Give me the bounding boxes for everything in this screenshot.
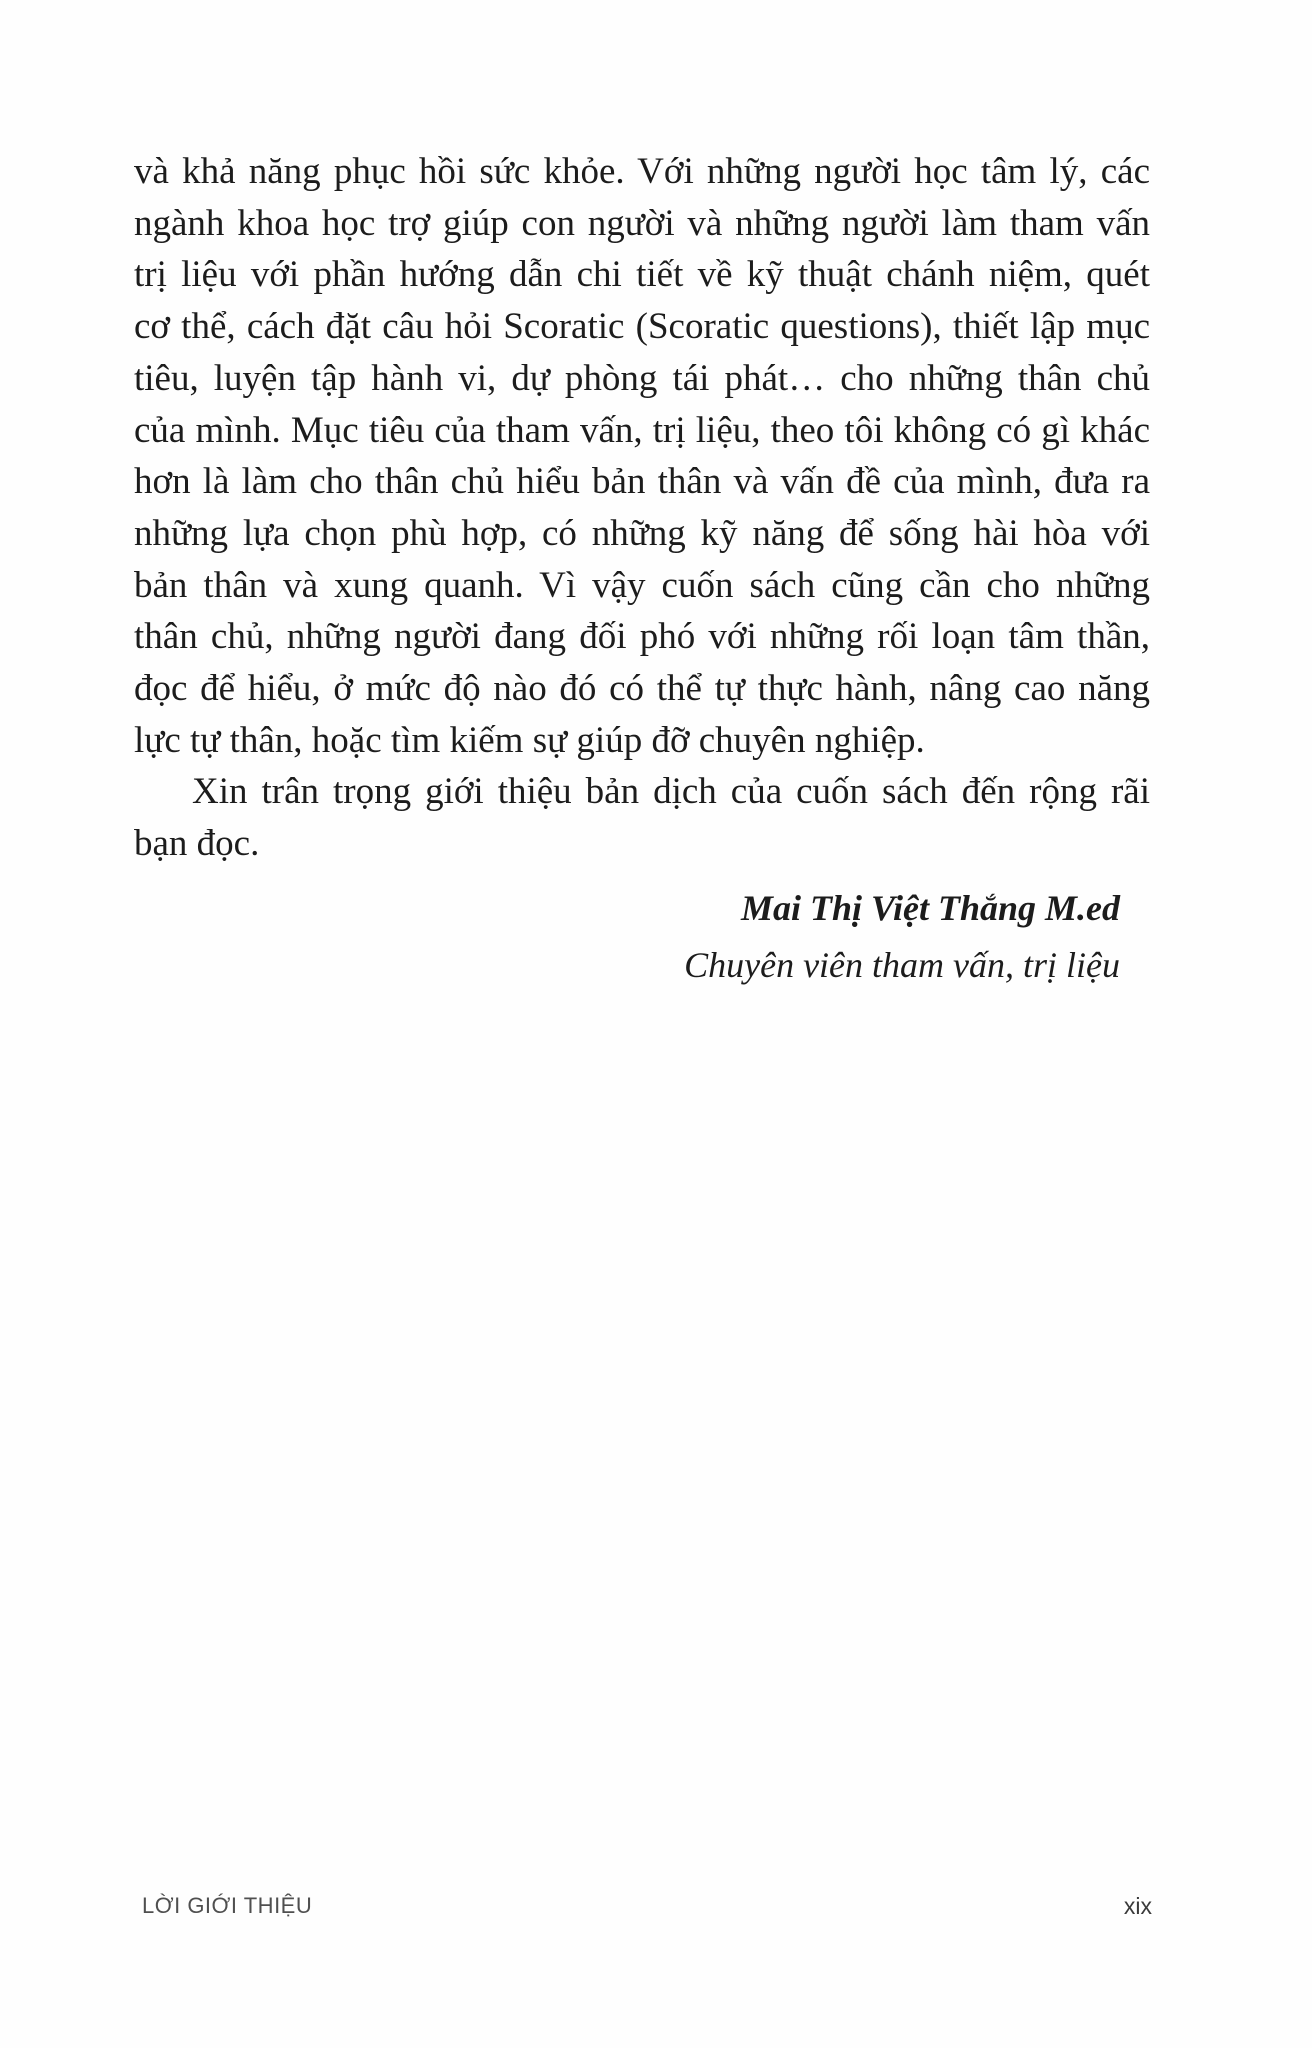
paragraph1-line: của mình. Mục tiêu của tham vấn, trị liệu, theo tôi không có gì khác [134, 409, 1150, 451]
paragraph1-last-line: lực tự thân, hoặc tìm kiếm sự giúp đỡ chuyên nghiệp. [134, 719, 925, 761]
footer-page-number: xix [1123, 1893, 1152, 1919]
paragraph1-line: những lựa chọn phù hợp, có những kỹ năng để sống hài hòa với [134, 512, 1150, 554]
footer-section-label: LỜI GIỚI THIỆU [142, 1893, 313, 1918]
paragraph1-line: đọc để hiểu, ở mức độ nào đó có thể tự thực hành, nâng cao năng [134, 668, 1150, 710]
paragraph1-line: hơn là làm cho thân chủ hiểu bản thân và vấn đề của mình, đưa ra [134, 461, 1150, 503]
signature-author-title: Chuyên viên tham vấn, trị liệu [684, 945, 1120, 985]
paragraph1-line: cơ thể, cách đặt câu hỏi Scoratic (Scoratic questions), thiết lập mục [134, 306, 1150, 348]
paragraph1-line: trị liệu với phần hướng dẫn chi tiết về kỹ thuật chánh niệm, quét [134, 254, 1150, 296]
body-text-block [134, 146, 1150, 870]
paragraph1-line: bản thân và xung quanh. Vì vậy cuốn sách cũng cần cho những [134, 564, 1150, 606]
paragraph1-line: ngành khoa học trợ giúp con người và những người làm tham vấn [134, 202, 1150, 244]
paragraph1-line: tiêu, luyện tập hành vi, dự phòng tái phát… cho những thân chủ [134, 357, 1150, 399]
paragraph1-line: và khả năng phục hồi sức khỏe. Với những người học tâm lý, các [134, 151, 1150, 192]
paragraph1-line: thân chủ, những người đang đối phó với những rối loạn tâm thần, [134, 616, 1150, 658]
signature-author-name: Mai Thị Việt Thắng M.ed [740, 888, 1120, 928]
signature-block [550, 880, 1120, 994]
paragraph2-last-line: bạn đọc. [134, 823, 260, 865]
page-footer [0, 1893, 1312, 1927]
paragraph2-line: Xin trân trọng giới thiệu bản dịch của cuốn sách đến rộng rãi [192, 771, 1150, 813]
